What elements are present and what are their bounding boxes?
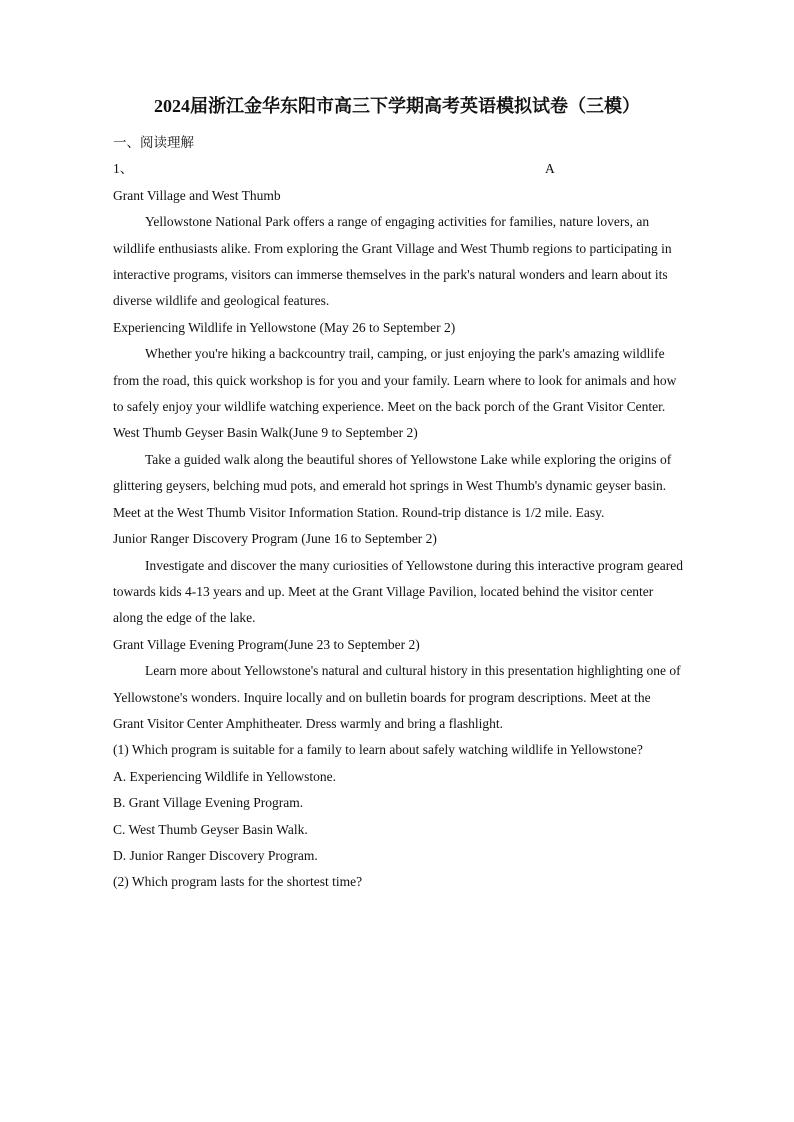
program-heading-evening: Grant Village Evening Program(June 23 to September 2)	[113, 636, 420, 652]
program-heading-junior-ranger: Junior Ranger Discovery Program (June 16 to September 2)	[113, 531, 437, 547]
program-heading-geyser-walk: West Thumb Geyser Basin Walk(June 9 to September 2)	[113, 425, 418, 441]
passage-letter: A	[545, 161, 555, 177]
question-1-option-c: C. West Thumb Geyser Basin Walk.	[113, 821, 308, 837]
question-stem-1: (1) Which program is suitable for a family to learn about safely watching wildlife in Yellowstone?	[113, 742, 643, 758]
program-text-geyser-walk: Take a guided walk along the beautiful shores of Yellowstone Lake while exploring the origins of glittering geysers, belching mud pots, and emerald hot springs in West Thumb's dynamic geyser basin. Meet at the West Thumb Visitor Information Station. Round-trip distance is 1/2 mile. Easy.	[113, 451, 672, 520]
passage-heading: Grant Village and West Thumb	[113, 187, 281, 203]
document-body	[113, 130, 683, 896]
program-text-evening: Learn more about Yellowstone's natural and cultural history in this presentation highlighting one of Yellowstone's wonders. Inquire locally and on bulletin boards for program descriptions. Meet at the Grant Visitor Center Amphitheater. Dress warmly and bring a flashlight.	[113, 663, 681, 731]
program-heading-wildlife: Experiencing Wildlife in Yellowstone (May 26 to September 2)	[113, 319, 456, 335]
section-heading: 一、阅读理解	[113, 135, 194, 150]
page-title: 2024届浙江金华东阳市高三下学期高考英语模拟试卷（三模）	[154, 96, 640, 116]
question-1-option-b: B. Grant Village Evening Program.	[113, 795, 304, 811]
question-number: 1、	[113, 161, 134, 177]
question-number-line	[113, 156, 683, 182]
question-1-option-a: A. Experiencing Wildlife in Yellowstone.	[113, 768, 337, 784]
passage-intro: Yellowstone National Park offers a range of engaging activities for families, nature lovers, an wildlife enthusiasts alike. From exploring the Grant Village and West Thumb regions to participating in interactive programs, visitors can immerse themselves in the park's natural wonders and learn about its diverse wildlife and geological features.	[113, 214, 672, 309]
question-stem-2: (2) Which program lasts for the shortest time?	[113, 874, 363, 890]
program-text-wildlife: Whether you're hiking a backcountry trail, camping, or just enjoying the park's amazing wildlife from the road, this quick workshop is for you and your family. Learn where to look for animals and how to safely enjoy your wildlife watching experience. Meet on the back porch of the Grant Visitor Center.	[113, 346, 677, 415]
program-text-junior-ranger: Investigate and discover the many curiosities of Yellowstone during this interactive program geared towards kids 4-13 years and up. Meet at the Grant Village Pavilion, located behind the visitor center along the edge of the lake.	[113, 557, 683, 626]
question-1-option-d: D. Junior Ranger Discovery Program.	[113, 847, 318, 863]
